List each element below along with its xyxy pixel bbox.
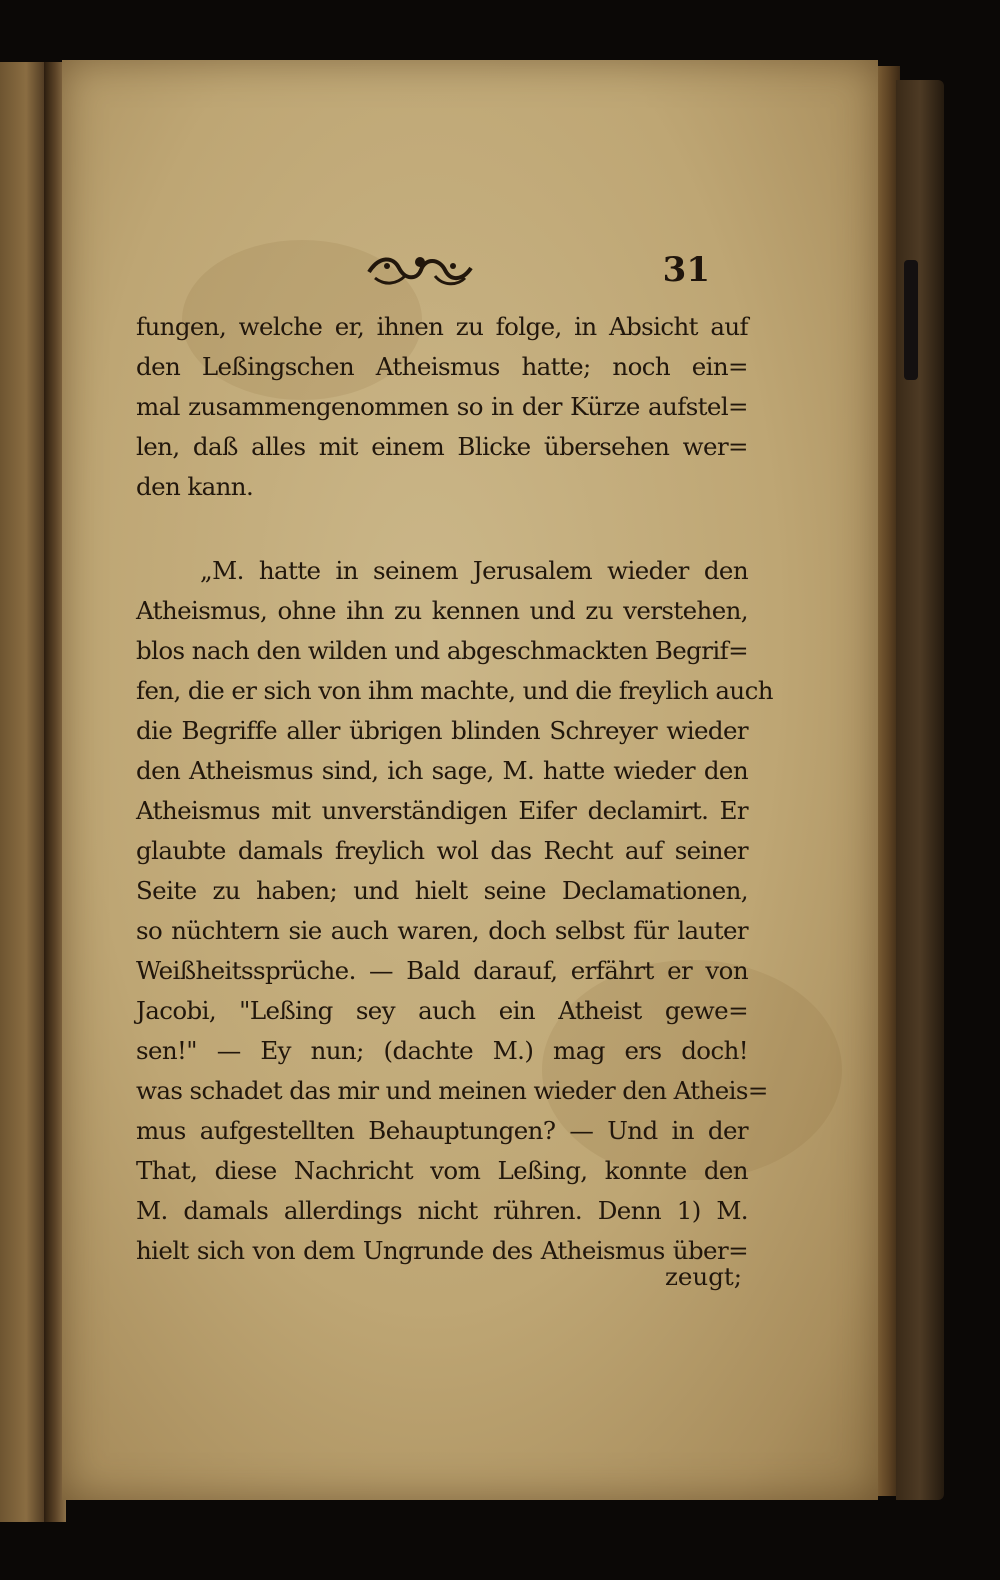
text-line: Weißheitssprüche. — Bald darauf, erfährt er von — [136, 956, 748, 985]
text-line: Seite zu haben; und hielt seine Declamationen, — [136, 876, 748, 905]
text-line: fen, die er sich von ihm machte, und die freylich auch — [136, 676, 773, 705]
text-line: mal zusammengenommen so in der Kürze aufstel= — [136, 392, 748, 421]
paragraph-break — [136, 507, 748, 551]
text-line: M. damals allerdings nicht rühren. Denn 1) M. — [136, 1196, 748, 1225]
text-line: That, diese Nachricht vom Leßing, konnte den — [136, 1156, 748, 1185]
text-line: was schadet das mir und meinen wieder den Atheis= — [136, 1076, 768, 1105]
text-line: Atheismus, ohne ihn zu kennen und zu verstehen, — [136, 596, 748, 625]
catchword: zeugt; — [665, 1262, 742, 1291]
printers-ornament-icon — [365, 250, 475, 292]
text-line: „M. hatte in seinem Jerusalem wieder den — [200, 556, 748, 585]
page-header — [150, 250, 720, 300]
text-line: hielt sich von dem Ungrunde des Atheismus über= — [136, 1236, 748, 1265]
text-line: glaubte damals freylich wol das Recht auf seiner — [136, 836, 748, 865]
binding-thread — [904, 260, 918, 380]
text-line: len, daß alles mit einem Blicke übersehen wer= — [136, 432, 748, 461]
text-line: den kann. — [136, 472, 254, 501]
text-line: blos nach den wilden und abgeschmackten Begrif= — [136, 636, 748, 665]
text-line: den Leßingschen Atheismus hatte; noch ein= — [136, 352, 748, 381]
text-line: mus aufgestellten Behauptungen? — Und in der — [136, 1116, 748, 1145]
text-line: Jacobi, "Leßing sey auch ein Atheist gewe= — [136, 996, 748, 1025]
body-text — [136, 307, 773, 1271]
page-number: 31 — [662, 250, 710, 290]
text-line: den Atheismus sind, ich sage, M. hatte wieder den — [136, 756, 748, 785]
text-line: die Begriffe aller übrigen blinden Schreyer wieder — [136, 716, 748, 745]
text-line: fungen, welche er, ihnen zu folge, in Absicht auf — [136, 312, 748, 341]
text-line: so nüchtern sie auch waren, doch selbst für lauter — [136, 916, 748, 945]
text-line: Atheismus mit unverständigen Eifer declamirt. Er — [136, 796, 748, 825]
text-line: sen!" — Ey nun; (dachte M.) mag ers doch! — [136, 1036, 748, 1065]
